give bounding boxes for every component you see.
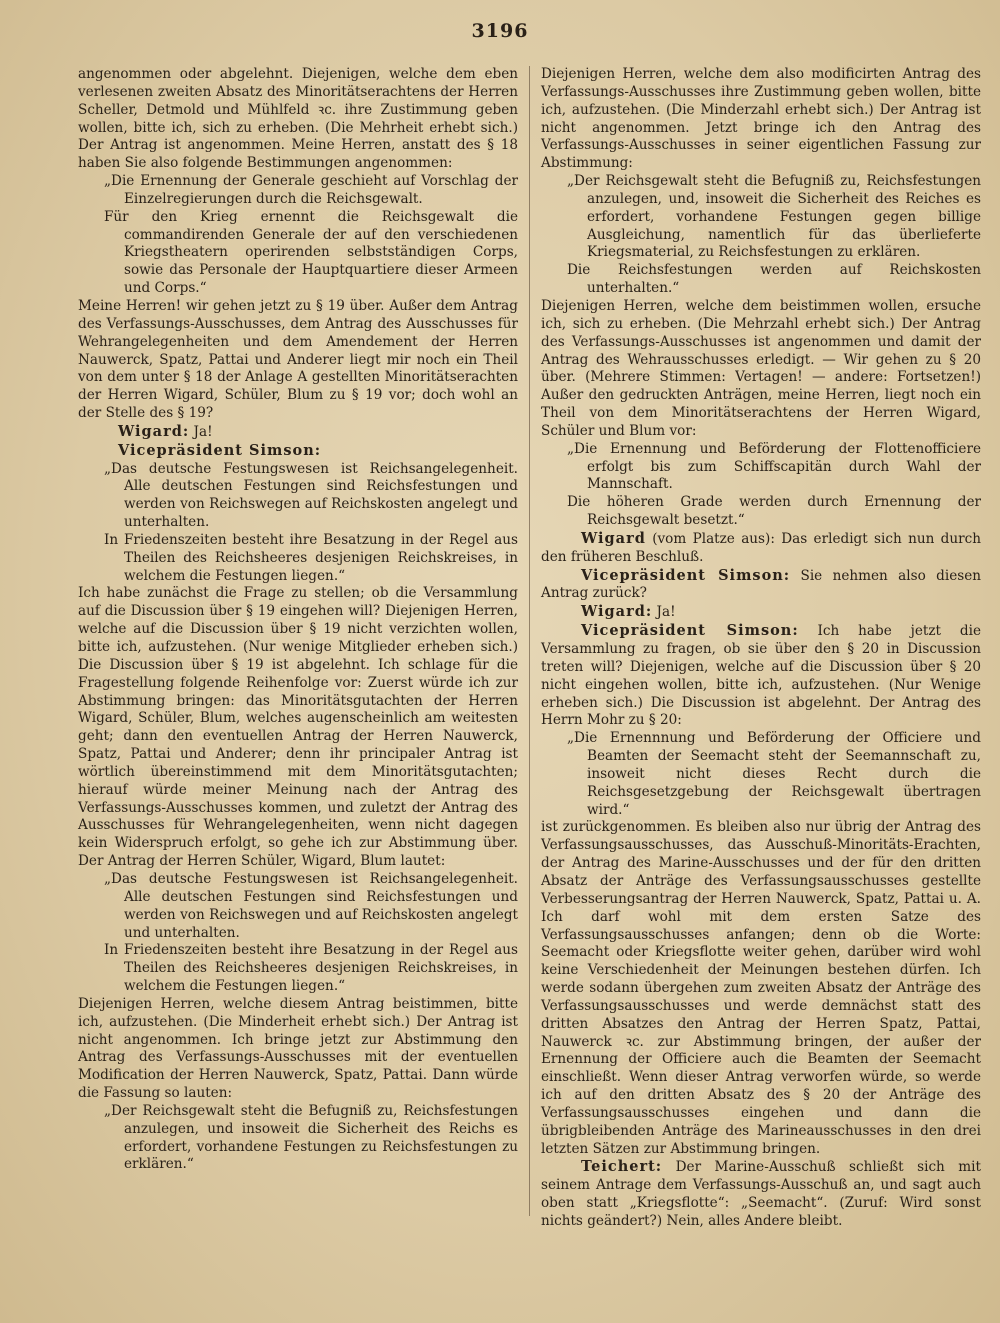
speaker-name: Vicepräsident Simson:	[118, 441, 322, 459]
speaker-paragraph	[78, 442, 518, 461]
quoted-paragraph: Die höheren Grade werden durch Ernennung der Reichsgewalt besetzt.“	[567, 494, 981, 529]
speaker-text: Ja!	[652, 604, 676, 621]
speaker-name: Wigard:	[118, 422, 190, 440]
speaker-name: Vicepräsident Simson:	[581, 566, 791, 584]
body-paragraph: Meine Herren! wir gehen jetzt zu § 19 über. Außer dem Antrag des Verfassungs-Ausschusses, dem Antrag des Ausschusses für Wehrangelegenheiten und dem Amendement der Herren Nauwerck, Spatz, Pattai und Anderer liegt mir noch ein Theil von dem unter § 18 der Anlage A gestellten Minoritätserachten der Herren Wigard, Schüler, Blum zu § 19 vor; doch wohl an der Stelle des § 19?	[78, 297, 518, 422]
quoted-paragraph: „Die Ernennung der Generale geschieht auf Vorschlag der Einzelregierungen durch die Reichsgewalt.	[104, 173, 518, 207]
body-paragraph: Diejenigen Herren, welche dem beistimmen wollen, ersuche ich, sich zu erheben. (Die Mehrzahl erhebt sich.) Der Antrag des Verfassungs-Ausschusses ist angenommen und damit der Antrag des Wehrausschusses erledigt. — Wir gehen zu § 20 über. (Mehrere Stimmen: Vertagen! — andere: Fortsetzen!) Außer den gedruckten Anträgen, meine Herren, liegt noch ein Theil von dem Minoritätserachtens der Herren Wigard, Schüler und Blum vor:	[541, 297, 981, 439]
speaker-text: Der Marine-Ausschuß schließt sich mit seinem Antrage dem Verfassungs-Ausschuß an, und sagt auch oben statt „Kriegsflotte“: „Seemacht“. (Zuruf: Wird sonst nichts geändert?) Nein, alles Andere bleibt.	[541, 1159, 981, 1229]
speaker-text: Ja!	[189, 423, 213, 440]
speaker-paragraph	[78, 423, 518, 442]
body-paragraph: Diejenigen Herren, welche dem also modificirten Antrag des Verfassungs-Ausschusses ihre Zustimmung geben wollen, bitte ich, aufzustehen. (Die Minderzahl erhebt sich.) Der Antrag ist nicht angenommen. Jetzt bringe ich den Antrag des Verfassungs-Ausschusses in seiner eigentlichen Fassung zur Abstimmung:	[541, 66, 981, 172]
quoted-paragraph: „Der Reichsgewalt steht die Befugniß zu, Reichsfestungen anzulegen, und insoweit die Sicherheit des Reichs es erfordert, vorhandene Festungen zu Reichsfestungen zu erklären.“	[104, 1102, 518, 1173]
speaker-name: Teichert:	[581, 1158, 663, 1176]
quoted-paragraph: In Friedenszeiten besteht ihre Besatzung in der Regel aus Theilen des Reichsheeres desjenigen Reichskreises, in welchem die Festungen liegen.“	[104, 531, 518, 584]
body-paragraph: Ich habe zunächst die Frage zu stellen; ob die Versammlung auf die Discussion über § 19 eingehen will? Diejenigen Herren, welche auf die Discussion über § 19 nicht verzichten wollen, bitte ich, aufzustehen. (Nur wenige Mitglieder erheben sich.) Die Discussion über § 19 ist abgelehnt. Ich schlage für die Fragestellung folgende Reihenfolge vor: Zuerst würde ich zur Abstimmung bringen: das Minoritätsgutachten der Herren Wigard, Schüler, Blum, welches augenscheinlich am weitesten geht; dann den eventuellen Antrag der Herren Nauwerck, Spatz, Pattai und Anderer; denn ihr principaler Antrag ist wörtlich übereinstimmend mit dem Minoritätsgutachten; hierauf würde meiner Meinung nach der Antrag des Verfassungs-Ausschusses kommen, und zuletzt der Antrag des Ausschusses für Wehrangelegenheiten, wenn nicht dagegen kein Widerspruch erfolgt, so gehe ich zur Abstimmung über. Der Antrag der Herren Schüler, Wigard, Blum lautet:	[78, 585, 518, 870]
column-divider	[529, 66, 530, 1216]
quoted-paragraph: „Das deutsche Festungswesen ist Reichsangelegenheit. Alle deutschen Festungen sind Reichsfestungen und werden von Reichswegen auf Reichskosten angelegt und unterhalten.	[104, 460, 518, 531]
page-number: 3196	[471, 20, 529, 42]
speaker-text: Ich habe jetzt die Versammlung zu fragen, ob sie über den § 20 in Discussion treten will? Diejenigen, welche auf die Discussion über § 20 nicht eingehen wollen, bitte ich, aufzustehen. (Nur Wenige erheben sich.) Die Discussion ist abgelehnt. Der Antrag des Herrn Mohr zu § 20:	[541, 623, 981, 729]
left-column	[78, 66, 518, 1174]
quoted-paragraph: In Friedenszeiten besteht ihre Besatzung in der Regel aus Theilen des Reichsheeres desjenigen Reichskreises, in welchem die Festungen liegen.“	[104, 942, 518, 995]
body-paragraph: angenommen oder abgelehnt. Diejenigen, welche dem eben verlesenen zweiten Absatz des Minoritätserachtens der Herren Scheller, Detmold und Mühlfeld ꝛc. ihre Zustimmung geben wollen, bitte ich, sich zu erheben. (Die Mehrheit erhebt sich.) Der Antrag ist angenommen. Meine Herren, anstatt des § 18 haben Sie also folgende Bestimmungen angenommen:	[78, 66, 518, 172]
quoted-paragraph: Die Reichsfestungen werden auf Reichskosten unterhalten.“	[567, 262, 981, 297]
speaker-paragraph	[541, 622, 981, 730]
speaker-paragraph	[541, 530, 981, 567]
quoted-paragraph: Für den Krieg ernennt die Reichsgewalt die commandirenden Generale der auf den verschiedenen Kriegstheatern operirenden selbstständigen Corps, sowie das Personale der Hauptquartiere dieser Armeen und Corps.“	[104, 208, 518, 297]
body-paragraph: ist zurückgenommen. Es bleiben also nur übrig der Antrag des Verfassungsausschusses, das Ausschuß-Minoritäts-Erachten, der Antrag des Marine-Ausschusses und der für den dritten Absatz der Anträge des Verfassungsausschusses gestellte Verbesserungsantrag der Herren Nauwerck, Spatz, Pattai u. A. Ich darf wohl mit dem ersten Satze des Verfassungsausschusses anfangen; denn ob die Worte: Seemacht oder Kriegsflotte weiter gehen, darüber wird wohl keine Verschiedenheit der Meinungen bestehen dürfen. Ich werde sodann übergehen zum zweiten Absatz der Anträge des Verfassungsausschusses und werde demnächst statt des dritten Absatzes den Antrag der Herren Spatz, Pattai, Nauwerck ꝛc. zur Abstimmung bringen, der außer der Ernennung der Officiere auch die Beamten der Seemacht einschließt. Wenn dieser Antrag verworfen würde, so werde ich auf den dritten Absatz des § 20 der Anträge des Verfassungsausschusses eingehen und dann die übrigbleibenden Anträge des Marineausschusses in den drei letzten Sätzen zur Abstimmung bringen.	[541, 819, 981, 1157]
quoted-paragraph: „Die Ernennung und Beförderung der Flottenofficiere erfolgt bis zum Schiffscapitän durch Wahl der Mannschaft.	[567, 440, 981, 493]
quoted-paragraph: „Der Reichsgewalt steht die Befugniß zu, Reichsfestungen anzulegen, und, insoweit die Sicherheit des Reiches es erfordert, vorhandene Festungen gegen billige Ausgleichung, namentlich für das überlieferte Kriegsmaterial, zu Reichsfestungen zu erklären.	[567, 173, 981, 261]
speaker-paragraph	[541, 1158, 981, 1230]
body-paragraph: Diejenigen Herren, welche diesem Antrag beistimmen, bitte ich, aufzustehen. (Die Minderheit erhebt sich.) Der Antrag ist nicht angenommen. Ich bringe jetzt zur Abstimmung den Antrag des Verfassungs-Ausschusses mit der eventuellen Modification der Herren Nauwerck, Spatz, Pattai. Dann würde die Fassung so lauten:	[78, 995, 518, 1102]
right-column	[541, 66, 981, 1231]
speaker-text: Sie nehmen also diesen Antrag zurück?	[541, 567, 982, 602]
speaker-name: Wigard	[581, 529, 646, 547]
speaker-name: Vicepräsident Simson:	[581, 622, 799, 640]
quoted-paragraph: „Das deutsche Festungswesen ist Reichsangelegenheit. Alle deutschen Festungen sind Reichsfestungen und werden von Reichswegen und auf Reichskosten angelegt und unterhalten.	[104, 870, 518, 941]
speaker-text: (vom Platze aus): Das erledigt sich nun durch den früheren Beschluß.	[541, 530, 981, 565]
speaker-name: Wigard:	[581, 603, 653, 621]
speaker-paragraph	[541, 603, 981, 622]
quoted-paragraph: „Die Ernennnung und Beförderung der Officiere und Beamten der Seemacht steht der Seemannschaft zu, insoweit nicht dieses Recht durch die Reichsgesetzgebung der Reichsgewalt übertragen wird.“	[567, 730, 981, 818]
speaker-paragraph	[541, 567, 981, 604]
